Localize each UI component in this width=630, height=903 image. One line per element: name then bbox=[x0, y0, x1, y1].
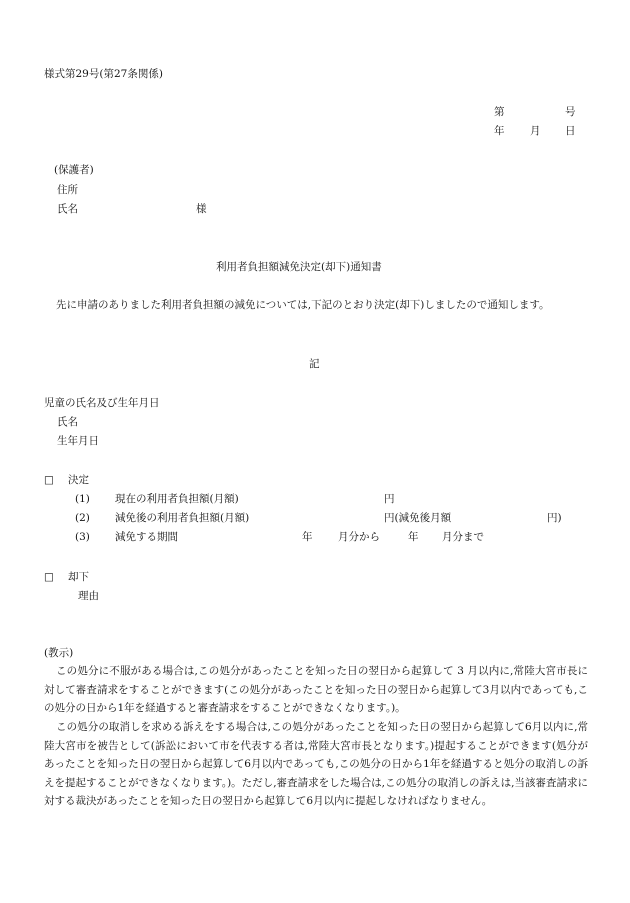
child-heading: 児童の氏名及び生年月日 bbox=[44, 397, 160, 409]
ki-heading: 記 bbox=[309, 358, 320, 370]
child-birth-label: 生年月日 bbox=[57, 435, 99, 447]
rejection-checkbox[interactable]: □ bbox=[44, 571, 54, 583]
period-from-year: 年 bbox=[302, 531, 313, 543]
period-to-year: 年 bbox=[408, 531, 419, 543]
rejection-reason-label: 理由 bbox=[78, 590, 99, 602]
decision-item-1-num: (1) bbox=[75, 493, 90, 505]
recipient-role: (保護者) bbox=[54, 164, 94, 176]
rejection-label: 却下 bbox=[68, 571, 89, 583]
date-month: 月 bbox=[530, 125, 541, 137]
decision-item-2-num: (2) bbox=[75, 512, 90, 524]
decision-checkbox[interactable]: □ bbox=[44, 474, 54, 486]
decision-label: 決定 bbox=[68, 474, 89, 486]
instruction-para-2: この処分の取消しを求める訴えをする場合は,この処分があったことを知った日の翌日から起算して6月以内に,常陸大宮市を被告として(訴訟において市を代表する者は,常陸大宮市長となります。)提起することができます(処分があったことを知った日の翌日から起算して6月以内であっても,この処分の日から1年を経過すると処分の取消しの訴えを提起することができなくなります。)。ただし,審査請求をした場合は,この処分の取消しの訴えは,当該審査請求に対する裁決があったことを知った日の翌日から起算して6月以内に提起しなければなりません。 bbox=[44, 721, 588, 807]
decision-item-1-label: 現在の利用者負担額(月額) bbox=[115, 493, 239, 505]
period-to-month: 月分まで bbox=[442, 531, 484, 543]
period-from-month: 月分から bbox=[338, 531, 380, 543]
doc-number-suffix: 号 bbox=[565, 106, 576, 118]
recipient-name-label: 氏名 bbox=[57, 203, 78, 215]
decision-item-2-unit2: 円) bbox=[547, 512, 562, 524]
decision-item-2-unit: 円(減免後月額 bbox=[384, 512, 452, 524]
child-name-label: 氏名 bbox=[57, 416, 78, 428]
body-text: 先に申請のありました利用者負担額の減免については,下記のとおり決定(却下)しましたので通知します。 bbox=[56, 299, 550, 311]
date-year: 年 bbox=[494, 125, 505, 137]
instruction-para-1: この処分に不服がある場合は,この処分があったことを知った日の翌日から起算して 3 月以内に,常陸大宮市長に対して審査請求をすることができます(この処分があったことを知った日の翌日から起算して3月以内であっても,この処分の日から1年を経過すると審査請求をすることができなくなります。)。 bbox=[44, 665, 588, 714]
recipient-honorific: 様 bbox=[196, 203, 207, 215]
decision-item-1-unit: 円 bbox=[384, 493, 395, 505]
decision-item-2-label: 減免後の利用者負担額(月額) bbox=[115, 512, 250, 524]
instruction-heading: (教示) bbox=[44, 647, 74, 659]
decision-item-3-num: (3) bbox=[75, 531, 90, 543]
document-title: 利用者負担額減免決定(却下)通知書 bbox=[216, 261, 382, 273]
decision-item-3-label: 減免する期間 bbox=[115, 531, 178, 543]
doc-number-prefix: 第 bbox=[494, 106, 505, 118]
recipient-address-label: 住所 bbox=[57, 184, 78, 196]
form-number: 様式第29号(第27条関係) bbox=[44, 68, 163, 80]
date-day: 日 bbox=[565, 125, 576, 137]
